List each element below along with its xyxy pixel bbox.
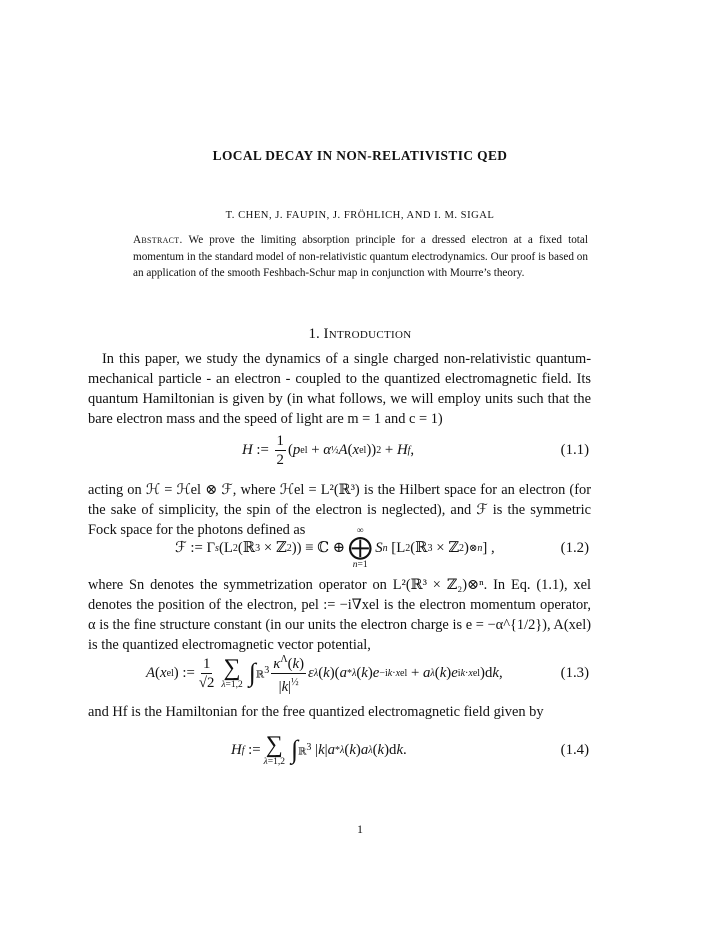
- equation-1-1-label: (1.1): [560, 441, 589, 458]
- section-title: Introduction: [323, 326, 412, 342]
- section-heading: [0, 326, 720, 343]
- equation-1-3-label: (1.3): [560, 664, 589, 681]
- equation-1-2-body: ℱ := Γ s (L 2 (ℝ 3 × ℤ 2 )) ≡ ℂ ⊕ ∞ ⨁ n=1 S n [L 2 (ℝ 3 × ℤ 2 ) ⊗n ] ,: [175, 526, 495, 570]
- page-number: 1: [357, 822, 363, 836]
- abstract-label: Abstract.: [133, 234, 183, 246]
- authors: T. CHEN, J. FAUPIN, J. FRÖHLICH, AND I. M. SIGAL: [225, 210, 495, 221]
- paragraph-intro: In this paper, we study the dynamics of a single charged non-relativistic quantum-mechanical particle - an electron - coupled to the quantized electromagnetic field. Its quantum Hamiltonian is given by (in what follows, we will employ units such that the bare electron mass and the speed of light are m = 1 and c = 1): [88, 351, 591, 427]
- equation-1-3-body: A ( x el ) := $\frac{1}{√2}$ ∑ λ=1,2 ∫ ℝ$^3$ $\frac{\kappa^\Lambda(k)}{|k|^{\frac{1}{2}}}$ ε λ ( k )( a * λ ( k ) e −ik·xel + a λ ( k ) e ik·xel )d k ,: [146, 650, 503, 696]
- equation-1-3: [88, 650, 591, 696]
- paragraph-free-field: and Hf is the Hamiltonian for the free quantized electromagnetic field given by: [88, 704, 544, 720]
- abstract-text: We prove the limiting absorption principle for a dressed electron at a fixed total momentum in the standard model of non-relativistic quantum electrodynamics. Our proof is based on an application of the smooth Feshbach-Schur map in conjunction with Mourre’s theory.: [133, 234, 588, 280]
- paragraph-operators: where Sn denotes the symmetrization operator on L²(ℝ³ × ℤ₂)⊗ⁿ. In Eq. (1.1), xel denotes the position of the electron, pel := −i∇xel is the electron momentum operator, α is the fine structure constant (in our units the electron charge is e = −α^{1/2}), A(xel) is the quantized electromagnetic vector potential,: [88, 577, 591, 653]
- equation-1-1-body: H := $\frac{1}{2}$ ( p el + α ½ A ( x el )) 2 + H f ,: [242, 432, 415, 468]
- equation-1-2-label: (1.2): [560, 539, 589, 556]
- section-number: 1.: [308, 326, 320, 342]
- paper-title: LOCAL DECAY IN NON-RELATIVISTIC QED: [212, 148, 508, 163]
- abstract: [133, 232, 588, 282]
- equation-1-4: [88, 728, 591, 772]
- equation-1-1: [88, 430, 591, 470]
- equation-1-4-body: H f := ∑ λ=1,2 ∫ ℝ$^3$ | k | a * λ ( k ) a λ ( k )d k .: [231, 732, 407, 767]
- equation-1-4-label: (1.4): [560, 741, 589, 758]
- paragraph-hilbert-space: acting on ℋ = ℋel ⊗ ℱ, where ℋel = L²(ℝ³) is the Hilbert space for an electron (for the sake of simplicity, the spin of the electron is neglected), and ℱ is the symmetric Fock space for the photons defined as: [88, 482, 591, 538]
- equation-1-2: [88, 526, 591, 570]
